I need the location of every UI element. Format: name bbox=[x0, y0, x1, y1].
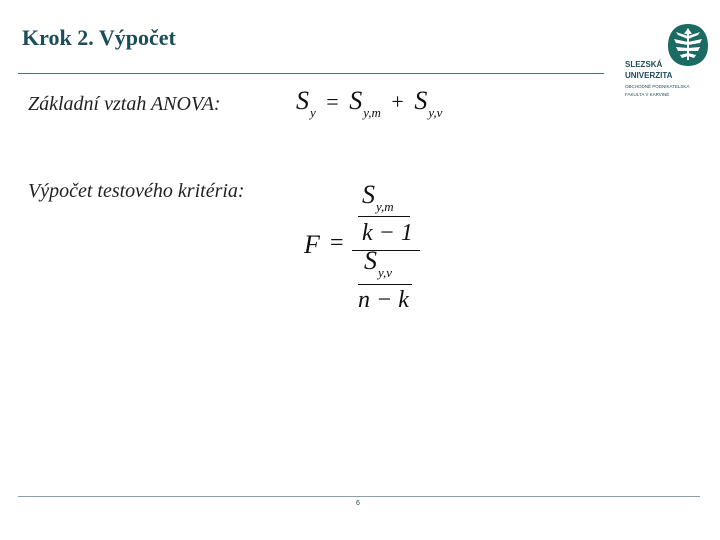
eq2-equals: = bbox=[330, 230, 344, 256]
inner-fraction-bar-top bbox=[358, 216, 410, 217]
logo-line-2: UNIVERZITA bbox=[625, 71, 673, 80]
footer-divider bbox=[18, 496, 700, 497]
page-number: 6 bbox=[356, 500, 360, 507]
eq2-num-num bbox=[362, 180, 394, 215]
eq1-term2-sub: y,v bbox=[428, 105, 443, 120]
logo-line-3: OBCHODNĚ PODNIKATELSKÁ bbox=[625, 84, 690, 89]
slide-title: Krok 2. Výpočet bbox=[22, 25, 176, 50]
eq2-den-num-sub: y,v bbox=[378, 265, 393, 280]
test-criterion-label: Výpočet testového kritéria: bbox=[28, 180, 245, 202]
title-divider bbox=[18, 73, 604, 74]
inner-fraction-bar-bottom bbox=[358, 284, 412, 285]
eq2-den-num-s: S bbox=[364, 246, 377, 275]
eq2-den-den: n − k bbox=[358, 287, 409, 313]
eq1-lhs: S bbox=[296, 86, 309, 115]
eq1-lhs-sub: y bbox=[310, 105, 316, 120]
anova-equation bbox=[296, 86, 442, 121]
eq1-equals: = bbox=[326, 89, 339, 114]
eq1-term2: S bbox=[414, 86, 428, 115]
anova-relation-label: Základní vztah ANOVA: bbox=[28, 93, 221, 115]
eq1-term1: S bbox=[349, 86, 363, 115]
logo-line-1: SLEZSKÁ bbox=[625, 60, 663, 69]
eq1-plus: + bbox=[391, 89, 404, 114]
logo-line-4: FAKULTA V KARVINÉ bbox=[625, 92, 670, 97]
eq2-den-num bbox=[364, 246, 392, 281]
eq2-num-num-sub: y,m bbox=[376, 199, 394, 214]
eq2-num-den: k − 1 bbox=[362, 220, 413, 246]
eq1-term1-sub: y,m bbox=[363, 105, 381, 120]
eq2-lhs: F bbox=[304, 230, 320, 259]
eq2-num-num-s: S bbox=[362, 180, 375, 209]
